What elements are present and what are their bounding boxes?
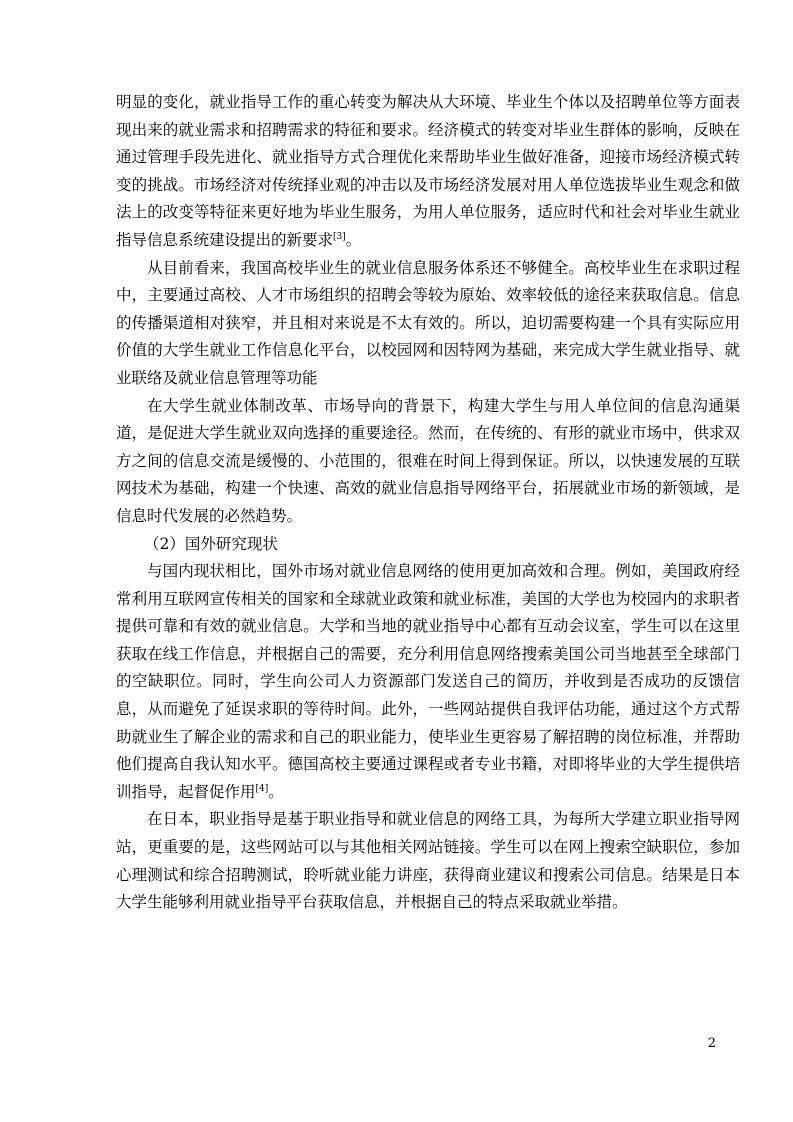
citation-4: [4]	[255, 783, 269, 794]
paragraph-1: 明显的变化，就业指导工作的重心转变为解决从大环境、毕业生个体以及招聘单位等方面表现出来的就业需求和招聘需求的特征和要求。经济模式的转变对毕业生群体的影响，反映在通过管理手段先进化、就业指导方式合理优化来帮助毕业生做好准备，迎接市场经济模式转变的挑战。市场经济对传统择业观的冲击以及市场经济发展对用人单位选拔毕业生观念和做法上的改变等特征来更好地为毕业生服务，为用人单位服务，适应时代和社会对毕业生就业指导信息系统建设提出的新要求[3]。	[116, 93, 740, 249]
citation-3: [3]	[333, 231, 346, 242]
paragraph-5: 在日本，职业指导是基于职业指导和就业信息的网络工具，为每所大学建立职业指导网站，更重要的是，这些网站可以与其他相关网站链接。学生可以在网上搜索空缺职位，参加心理测试和综合招聘测试，聆听就业能力讲座，获得商业建议和搜索公司信息。结果是日本大学生能够利用就业指导平台获取信息，并根据自己的特点采取就业举措。	[116, 810, 740, 912]
paragraph-2: 从目前看来，我国高校毕业生的就业信息服务体系还不够健全。高校毕业生在求职过程中，主要通过高校、人才市场组织的招聘会等较为原始、效率较低的途径来获取信息。信息的传播渠道相对狭窄，并且相对来说是不太有效的。所以，迫切需要构建一个具有实际应用价值的大学生就业工作信息化平台，以校园网和因特网为基础，来完成大学生就业指导、就业联络及就业信息管理等功能	[116, 258, 740, 387]
page-number: 2	[707, 1036, 716, 1051]
paragraph-4: 与国内现状相比，国外市场对就业信息网络的使用更加高效和合理。例如，美国政府经常利用互联网宣传相关的国家和全球就业政策和就业标准，美国的大学也为校园内的求职者提供可靠和有效的就业信息。大学和当地的就业指导中心都有互动会议室，学生可以在这里获取在线工作信息，并根据自己的需要，充分利用信息网络搜索美国公司当地甚至全球部门的空缺职位。同时，学生向公司人力资源部门发送自己的简历，并收到是否成功的反馈信息，从而避免了延误求职的等待时间。此外，一些网站提供自我评估功能，通过这个方式帮助就业生了解企业的需求和自己的职业能力，使毕业生更容易了解招聘的岗位标准，并帮助他们提高自我认知水平。德国高校主要通过课程或者专业书籍，对即将毕业的大学生提供培训指导，起督促作用[4]。	[116, 562, 740, 801]
body-text	[116, 89, 740, 917]
paragraph-3: 在大学生就业体制改革、市场导向的背景下，构建大学生与用人单位间的信息沟通渠道，是促进大学生就业双向选择的重要途径。然而，在传统的、有形的就业市场中，供求双方之间的信息交流是缓慢的、小范围的，很难在时间上得到保证。所以，以快速发展的互联网技术为基础，构建一个快速、高效的就业信息指导网络平台，拓展就业市场的新领域，是信息时代发展的必然趋势。	[116, 396, 740, 525]
section-heading: （2）国外研究现状	[144, 534, 278, 553]
